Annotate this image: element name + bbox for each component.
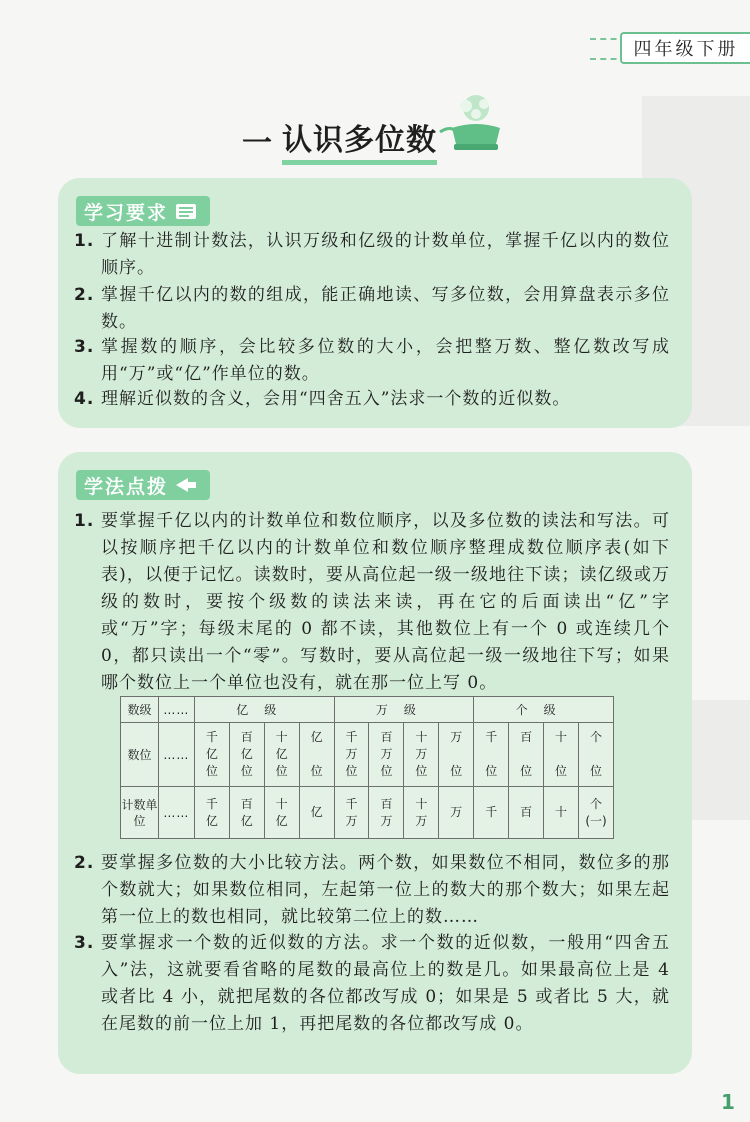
table-cell: 个 位 <box>579 723 614 787</box>
item-text: 要掌握求一个数的近似数的方法。求一个数的近似数，一般用“四舍五入”法，这就要看省略的尾数的最高位上的数是几。如果最高位上是 4 或者比 4 小，就把尾数的各位都改写成 0；如果是 5 或者比 5 大，就在尾数的前一位上加 1，再把尾数的各位都改写成 0。 <box>101 933 670 1034</box>
table-cell: 万 <box>439 787 474 839</box>
table-cell: 十 万 <box>404 787 439 839</box>
table-cell: 百 位 <box>509 723 544 787</box>
tips-tag-label: 学法点拨 <box>84 475 169 498</box>
dots: …… <box>158 723 194 787</box>
requirements-tag-label: 学习要求 <box>84 201 169 224</box>
book-icon <box>174 201 198 221</box>
table-row <box>121 723 614 787</box>
item-number: 4. <box>74 389 95 409</box>
table-cell: 十 <box>544 787 579 839</box>
tip-item <box>74 508 670 697</box>
requirements-tag <box>76 196 210 226</box>
tips-tag <box>76 470 210 500</box>
table-cell: 百 亿 <box>229 787 264 839</box>
requirement-item <box>74 386 670 413</box>
chapter-number: 一 <box>242 126 272 161</box>
item-text: 了解十进制计数法，认识万级和亿级的计数单位，掌握千亿以内的数位顺序。 <box>101 231 670 278</box>
item-number: 1. <box>74 231 95 251</box>
item-text: 要掌握千亿以内的计数单位和数位顺序，以及多位数的读法和写法。可以按顺序把千亿以内的计数单位和数位顺序整理成数位顺序表(如下表)，以便于记忆。读数时，要从高位起一级一级地往下读；读亿级或万级的数时，要按个级数的读法来读，再在它的后面读出“亿”字或“万”字；每级末尾的 0 都不读，其他数位上有一个 0 或连续几个 0，都只读出一个“零”。写数时，要从高位起一级一级地往下写；如果哪个数位上一个单位也没有，就在那一位上写 0。 <box>101 511 670 693</box>
tip-item <box>74 930 670 1038</box>
dots: …… <box>158 787 194 839</box>
group-wan: 万级 <box>334 697 474 723</box>
table-cell: 百 万 <box>369 787 404 839</box>
item-text: 要掌握多位数的大小比较方法。两个数，如果数位不相同，数位多的那个数就大；如果数位相同，左起第一位上的数大的那个数大；如果左起第一位上的数也相同，就比较第二位上的数…… <box>101 853 670 927</box>
table-cell: 十 万 位 <box>404 723 439 787</box>
table-cell: 千 亿 <box>194 787 229 839</box>
table-cell: 千 <box>474 787 509 839</box>
row-label: 数级 <box>121 697 159 723</box>
table-cell: 千 亿 位 <box>194 723 229 787</box>
table-cell: 十 亿 <box>264 787 299 839</box>
table-cell: 亿 <box>299 787 334 839</box>
item-number: 2. <box>74 853 95 873</box>
chapter-title <box>242 120 437 160</box>
table-cell: 十 位 <box>544 723 579 787</box>
item-text: 掌握千亿以内的数的组成，能正确地读、写多位数，会用算盘表示多位数。 <box>101 285 670 332</box>
table-row <box>121 697 614 723</box>
table-cell: 千 万 位 <box>334 723 369 787</box>
item-number: 1. <box>74 511 95 531</box>
place-value-table <box>120 696 614 839</box>
table-cell: 亿 位 <box>299 723 334 787</box>
requirement-item <box>74 334 670 388</box>
table-cell: 百 万 位 <box>369 723 404 787</box>
requirements-panel <box>58 178 692 428</box>
table-cell: 万 位 <box>439 723 474 787</box>
grade-label: 四年级下册 <box>620 32 750 64</box>
table-cell: 十 亿 位 <box>264 723 299 787</box>
table-cell: 千 位 <box>474 723 509 787</box>
item-number: 3. <box>74 337 95 357</box>
row-label: 数位 <box>121 723 159 787</box>
item-text: 掌握数的顺序，会比较多位数的大小，会把整万数、整亿数改写成用“万”或“亿”作单位的数。 <box>101 337 670 384</box>
group-ge: 个级 <box>474 697 614 723</box>
flower-pot-icon <box>436 92 516 156</box>
item-text: 理解近似数的含义，会用“四舍五入”法求一个数的近似数。 <box>101 389 571 409</box>
requirement-item <box>74 282 670 336</box>
item-number: 3. <box>74 933 95 953</box>
table-cell: 千 万 <box>334 787 369 839</box>
group-yi: 亿级 <box>194 697 334 723</box>
row-label: 计数单位 <box>121 787 159 839</box>
tip-item <box>74 850 670 931</box>
chapter-name: 认识多位数 <box>282 115 437 165</box>
item-number: 2. <box>74 285 95 305</box>
table-cell: 百 亿 位 <box>229 723 264 787</box>
tips-panel <box>58 452 692 1074</box>
dots: …… <box>158 697 194 723</box>
table-cell: 百 <box>509 787 544 839</box>
pointer-icon <box>174 475 198 495</box>
requirement-item <box>74 228 670 282</box>
page-number: 1 <box>721 1090 735 1114</box>
table-cell: 个 (一) <box>579 787 614 839</box>
table-row <box>121 787 614 839</box>
